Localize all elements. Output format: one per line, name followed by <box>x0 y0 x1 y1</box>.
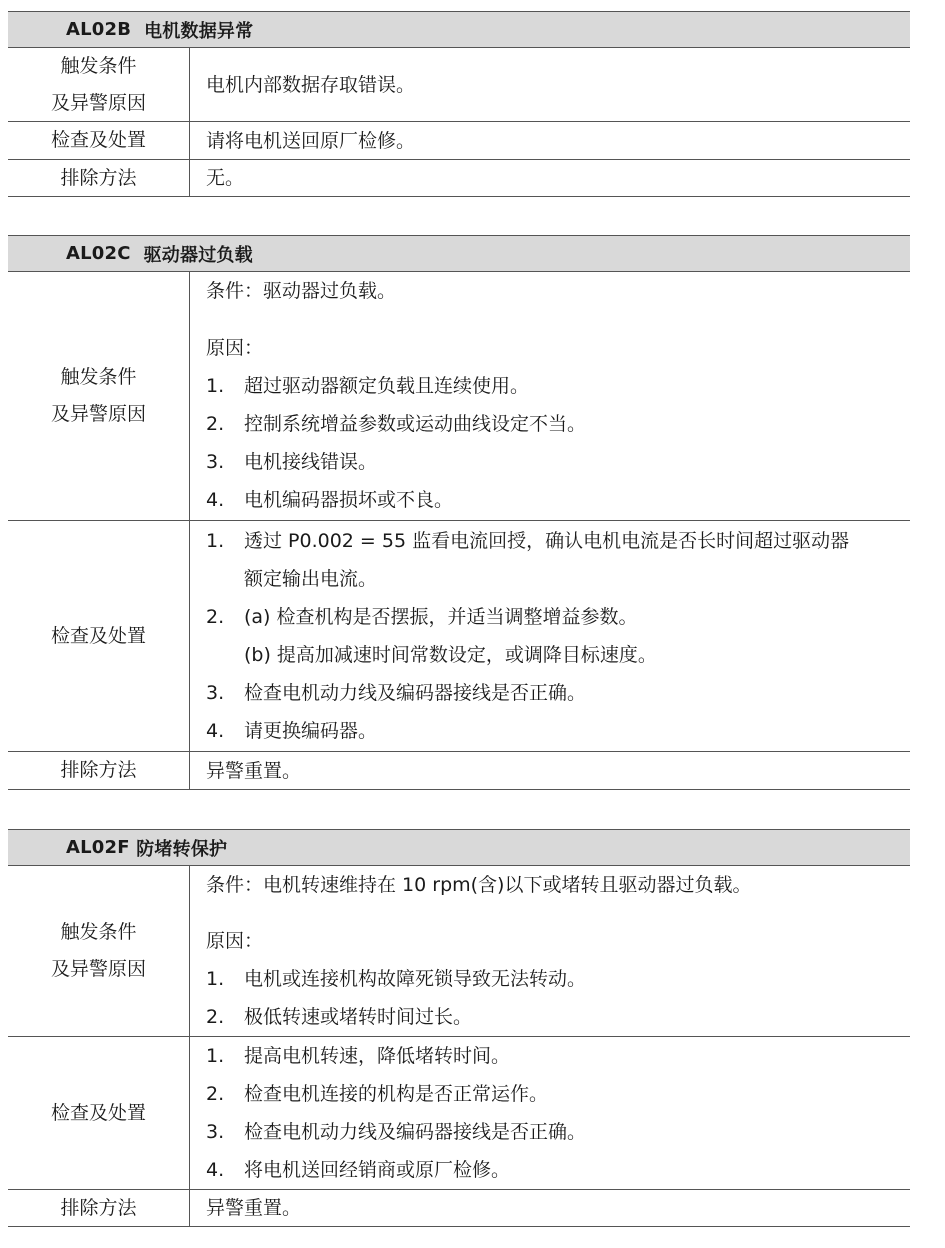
alarm-table-al02c <box>8 235 910 790</box>
trigger-content: 电机内部数据存取错误。 <box>206 73 416 96</box>
alarm-header <box>8 12 910 48</box>
alarm-table-al02f <box>8 829 910 1227</box>
list-item: 3. 检查电机动力线及编码器接线是否正确。 <box>206 1121 587 1143</box>
check-label: 检查及处置 <box>8 122 190 159</box>
trigger-content <box>190 866 910 1036</box>
clear-row <box>8 1190 910 1227</box>
list-item: 2. 控制系统增益参数或运动曲线设定不当。 <box>206 413 587 435</box>
trigger-label: 触发条件 及异警原因 <box>8 272 190 520</box>
check-content <box>190 1037 910 1189</box>
condition-text: 条件：驱动器过负载。 <box>206 280 397 302</box>
clear-content: 无。 <box>206 167 245 189</box>
list-item: 3. 电机接线错误。 <box>206 451 378 473</box>
clear-row <box>8 752 910 790</box>
list-item: 4. 将电机送回经销商或原厂检修。 <box>206 1159 511 1181</box>
alarm-header <box>8 236 910 272</box>
trigger-row <box>8 866 910 1037</box>
list-item: 2. (a) 检查机构是否摆振，并适当调整增益参数。 <box>206 606 638 628</box>
clear-label: 排除方法 <box>8 1190 190 1226</box>
check-row <box>8 521 910 752</box>
condition-text: 条件：电机转速维持在 10 rpm(含)以下或堵转且驱动器过负载。 <box>206 874 752 896</box>
cause-title: 原因： <box>206 337 264 359</box>
list-item-continuation: 额定输出电流。 <box>244 568 378 590</box>
list-item: 3. 检查电机动力线及编码器接线是否正确。 <box>206 682 587 704</box>
check-content <box>190 521 910 751</box>
list-item: 1. 透过 P0.002 = 55 监看电流回授，确认电机电流是否长时间超过驱动器 <box>206 530 850 552</box>
clear-content: 异警重置。 <box>206 1197 302 1219</box>
trigger-row <box>8 272 910 521</box>
alarm-code: AL02C <box>66 243 131 264</box>
list-item: 1. 超过驱动器额定负载且连续使用。 <box>206 375 530 397</box>
check-content: 请将电机送回原厂检修。 <box>206 129 416 152</box>
alarm-code: AL02B <box>66 19 132 40</box>
trigger-content <box>190 272 910 520</box>
trigger-label: 触发条件 及异警原因 <box>8 866 190 1036</box>
trigger-label: 触发条件 及异警原因 <box>8 48 190 121</box>
alarm-title: 电机数据异常 <box>144 20 254 42</box>
alarm-title: 驱动器过负载 <box>143 244 253 266</box>
check-label: 检查及处置 <box>8 1037 190 1189</box>
list-item-continuation: (b) 提高加减速时间常数设定，或调降目标速度。 <box>244 644 657 666</box>
list-item: 4. 请更换编码器。 <box>206 720 378 742</box>
clear-content: 异警重置。 <box>206 759 302 782</box>
list-item: 2. 极低转速或堵转时间过长。 <box>206 1006 473 1028</box>
trigger-row <box>8 48 910 122</box>
cause-title: 原因： <box>206 930 264 952</box>
check-label: 检查及处置 <box>8 521 190 751</box>
clear-row <box>8 160 910 197</box>
alarm-table-al02b <box>8 11 910 197</box>
clear-label: 排除方法 <box>8 752 190 789</box>
check-row <box>8 1037 910 1190</box>
alarm-header <box>8 830 910 866</box>
alarm-title: 防堵转保护 <box>136 838 228 860</box>
check-row <box>8 122 910 160</box>
list-item: 1. 电机或连接机构故障死锁导致无法转动。 <box>206 968 587 990</box>
list-item: 2. 检查电机连接的机构是否正常运作。 <box>206 1083 549 1105</box>
list-item: 1. 提高电机转速，降低堵转时间。 <box>206 1045 511 1067</box>
alarm-code: AL02F <box>66 837 130 858</box>
clear-label: 排除方法 <box>8 160 190 196</box>
list-item: 4. 电机编码器损坏或不良。 <box>206 489 454 511</box>
